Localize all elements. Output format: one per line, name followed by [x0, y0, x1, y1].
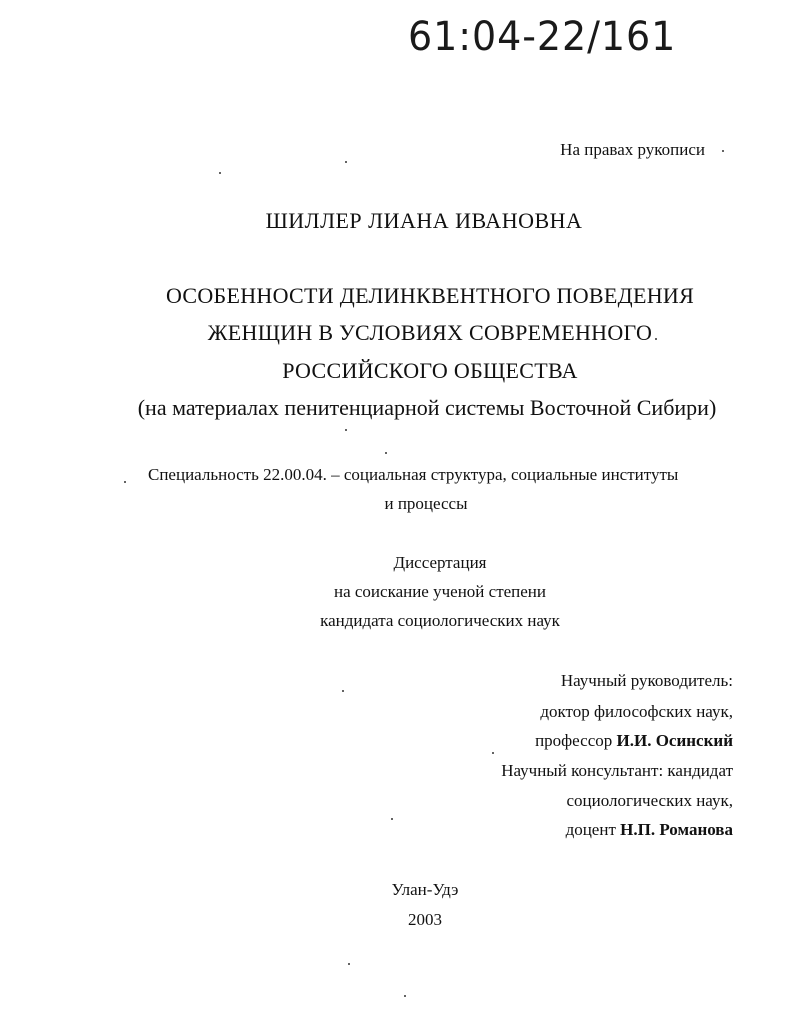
scan-speck [345, 161, 347, 163]
scan-speck [404, 995, 406, 997]
scan-speck [124, 481, 126, 483]
degree-line-2: на соискание ученой степени [333, 582, 547, 601]
consultant-label: Научный консультант: кандидат [501, 761, 733, 780]
consultant-degree: социологических наук, [566, 791, 733, 810]
scan-speck [492, 752, 494, 754]
title-line-2: ЖЕНЩИН В УСЛОВИЯХ СОВРЕМЕННОГО [207, 320, 653, 345]
consultant-name: Н.П. Романова [620, 820, 733, 839]
degree-line-3: кандидата социологических наук [320, 611, 560, 630]
scan-speck [342, 690, 344, 692]
scan-speck [722, 150, 724, 152]
author-name: ШИЛЛЕР ЛИАНА ИВАНОВНА [265, 208, 583, 233]
specialty-line-1: Специальность 22.00.04. – социальная структура, социальные институты [148, 465, 679, 484]
scan-speck [219, 172, 221, 174]
consultant-name-line [566, 820, 733, 840]
consultant-title: доцент [565, 820, 616, 839]
scan-speck [655, 338, 657, 340]
degree-line-1: Диссертация [393, 553, 487, 572]
archive-stamp-code: 61:04-22/161 [408, 14, 677, 60]
title-line-1: ОСОБЕННОСТИ ДЕЛИНКВЕНТНОГО ПОВЕДЕНИЯ [165, 283, 695, 308]
supervisor-degree: доктор философских наук, [540, 702, 733, 721]
title-subtitle: (на материалах пенитенциарной системы Восточной Сибири) [137, 395, 717, 420]
specialty-line-2: и процессы [384, 494, 468, 513]
title-line-3: РОССИЙСКОГО ОБЩЕСТВА [282, 358, 578, 383]
supervisor-name: И.И. Осинский [616, 731, 733, 750]
city: Улан-Удэ [391, 880, 459, 899]
scan-speck [385, 452, 387, 454]
supervisor-name-line [535, 731, 733, 751]
year: 2003 [408, 910, 442, 929]
supervisor-label: Научный руководитель: [560, 671, 733, 690]
scan-speck [391, 818, 393, 820]
supervisor-title: профессор [535, 731, 613, 750]
rights-note: На правах рукописи [560, 140, 705, 159]
scan-speck [348, 963, 350, 965]
scan-speck [345, 429, 347, 431]
